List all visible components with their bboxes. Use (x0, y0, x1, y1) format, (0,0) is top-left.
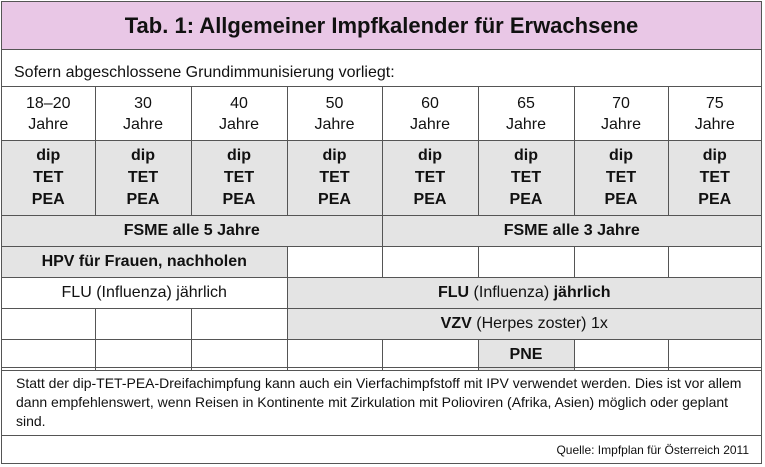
age-header-cell: 50 Jahre (287, 87, 382, 141)
fsme-young-cell: FSME alle 5 Jahre (2, 216, 382, 247)
empty-cell (382, 340, 478, 371)
source-citation: Quelle: Impfplan für Österreich 2011 (556, 443, 749, 457)
vaccine-cell: dip TET PEA (574, 141, 668, 216)
vaccine-cell: dip TET PEA (191, 141, 287, 216)
hpv-cell: HPV für Frauen, nachholen (2, 247, 287, 278)
age-header-row (2, 87, 761, 141)
empty-cell (287, 247, 382, 278)
empty-cell (668, 247, 761, 278)
empty-cell (287, 340, 382, 371)
vaccine-cell: dip TET PEA (287, 141, 382, 216)
hpv-row (2, 247, 761, 278)
intro-text: Sofern abgeschlossene Grundimmunisierung vorliegt: (2, 59, 761, 87)
age-header-cell: 40 Jahre (191, 87, 287, 141)
table-title: Tab. 1: Allgemeiner Impfkalender für Erwachsene (2, 2, 761, 50)
age-header-cell: 70 Jahre (574, 87, 668, 141)
schedule-grid (2, 87, 761, 371)
empty-cell (574, 247, 668, 278)
vaccine-cell: dip TET PEA (668, 141, 761, 216)
empty-cell (574, 340, 668, 371)
empty-cell (95, 309, 191, 340)
empty-cell (2, 340, 95, 371)
vaccine-cell: dip TET PEA (382, 141, 478, 216)
empty-cell (478, 247, 574, 278)
age-header-cell: 30 Jahre (95, 87, 191, 141)
empty-cell (668, 340, 761, 371)
vaccine-row (2, 141, 761, 216)
flu-young-cell: FLU (Influenza) jährlich (2, 278, 287, 309)
age-header-cell: 75 Jahre (668, 87, 761, 141)
footnote-text: Statt der dip-TET-PEA-Dreifachimpfung kann auch ein Vierfachimpfstoff mit IPV verwendet werden. Dies ist vor allem dann empfehlenswert, wenn Reisen in Kontinente mit Zirkulation mit Polioviren (Afrika, Asien) möglich oder geplant sind. (2, 367, 761, 436)
vaccine-cell: dip TET PEA (478, 141, 574, 216)
empty-cell (382, 247, 478, 278)
fsme-row (2, 216, 761, 247)
flu-old-cell: FLU (Influenza) jährlich (287, 278, 761, 309)
empty-cell (2, 309, 95, 340)
age-header-cell: 60 Jahre (382, 87, 478, 141)
empty-cell (191, 309, 287, 340)
empty-cell (95, 340, 191, 371)
pne-row (2, 340, 761, 371)
pne-cell: PNE (478, 340, 574, 371)
flu-row (2, 278, 761, 309)
vaccine-cell: dip TET PEA (95, 141, 191, 216)
empty-cell (191, 340, 287, 371)
fsme-old-cell: FSME alle 3 Jahre (382, 216, 761, 247)
vzv-row (2, 309, 761, 340)
vaccination-table-frame (1, 1, 762, 464)
age-header-cell: 18–20 Jahre (2, 87, 95, 141)
vzv-cell: VZV (Herpes zoster) 1x (287, 309, 761, 340)
age-header-cell: 65 Jahre (478, 87, 574, 141)
vaccine-cell: dip TET PEA (2, 141, 95, 216)
